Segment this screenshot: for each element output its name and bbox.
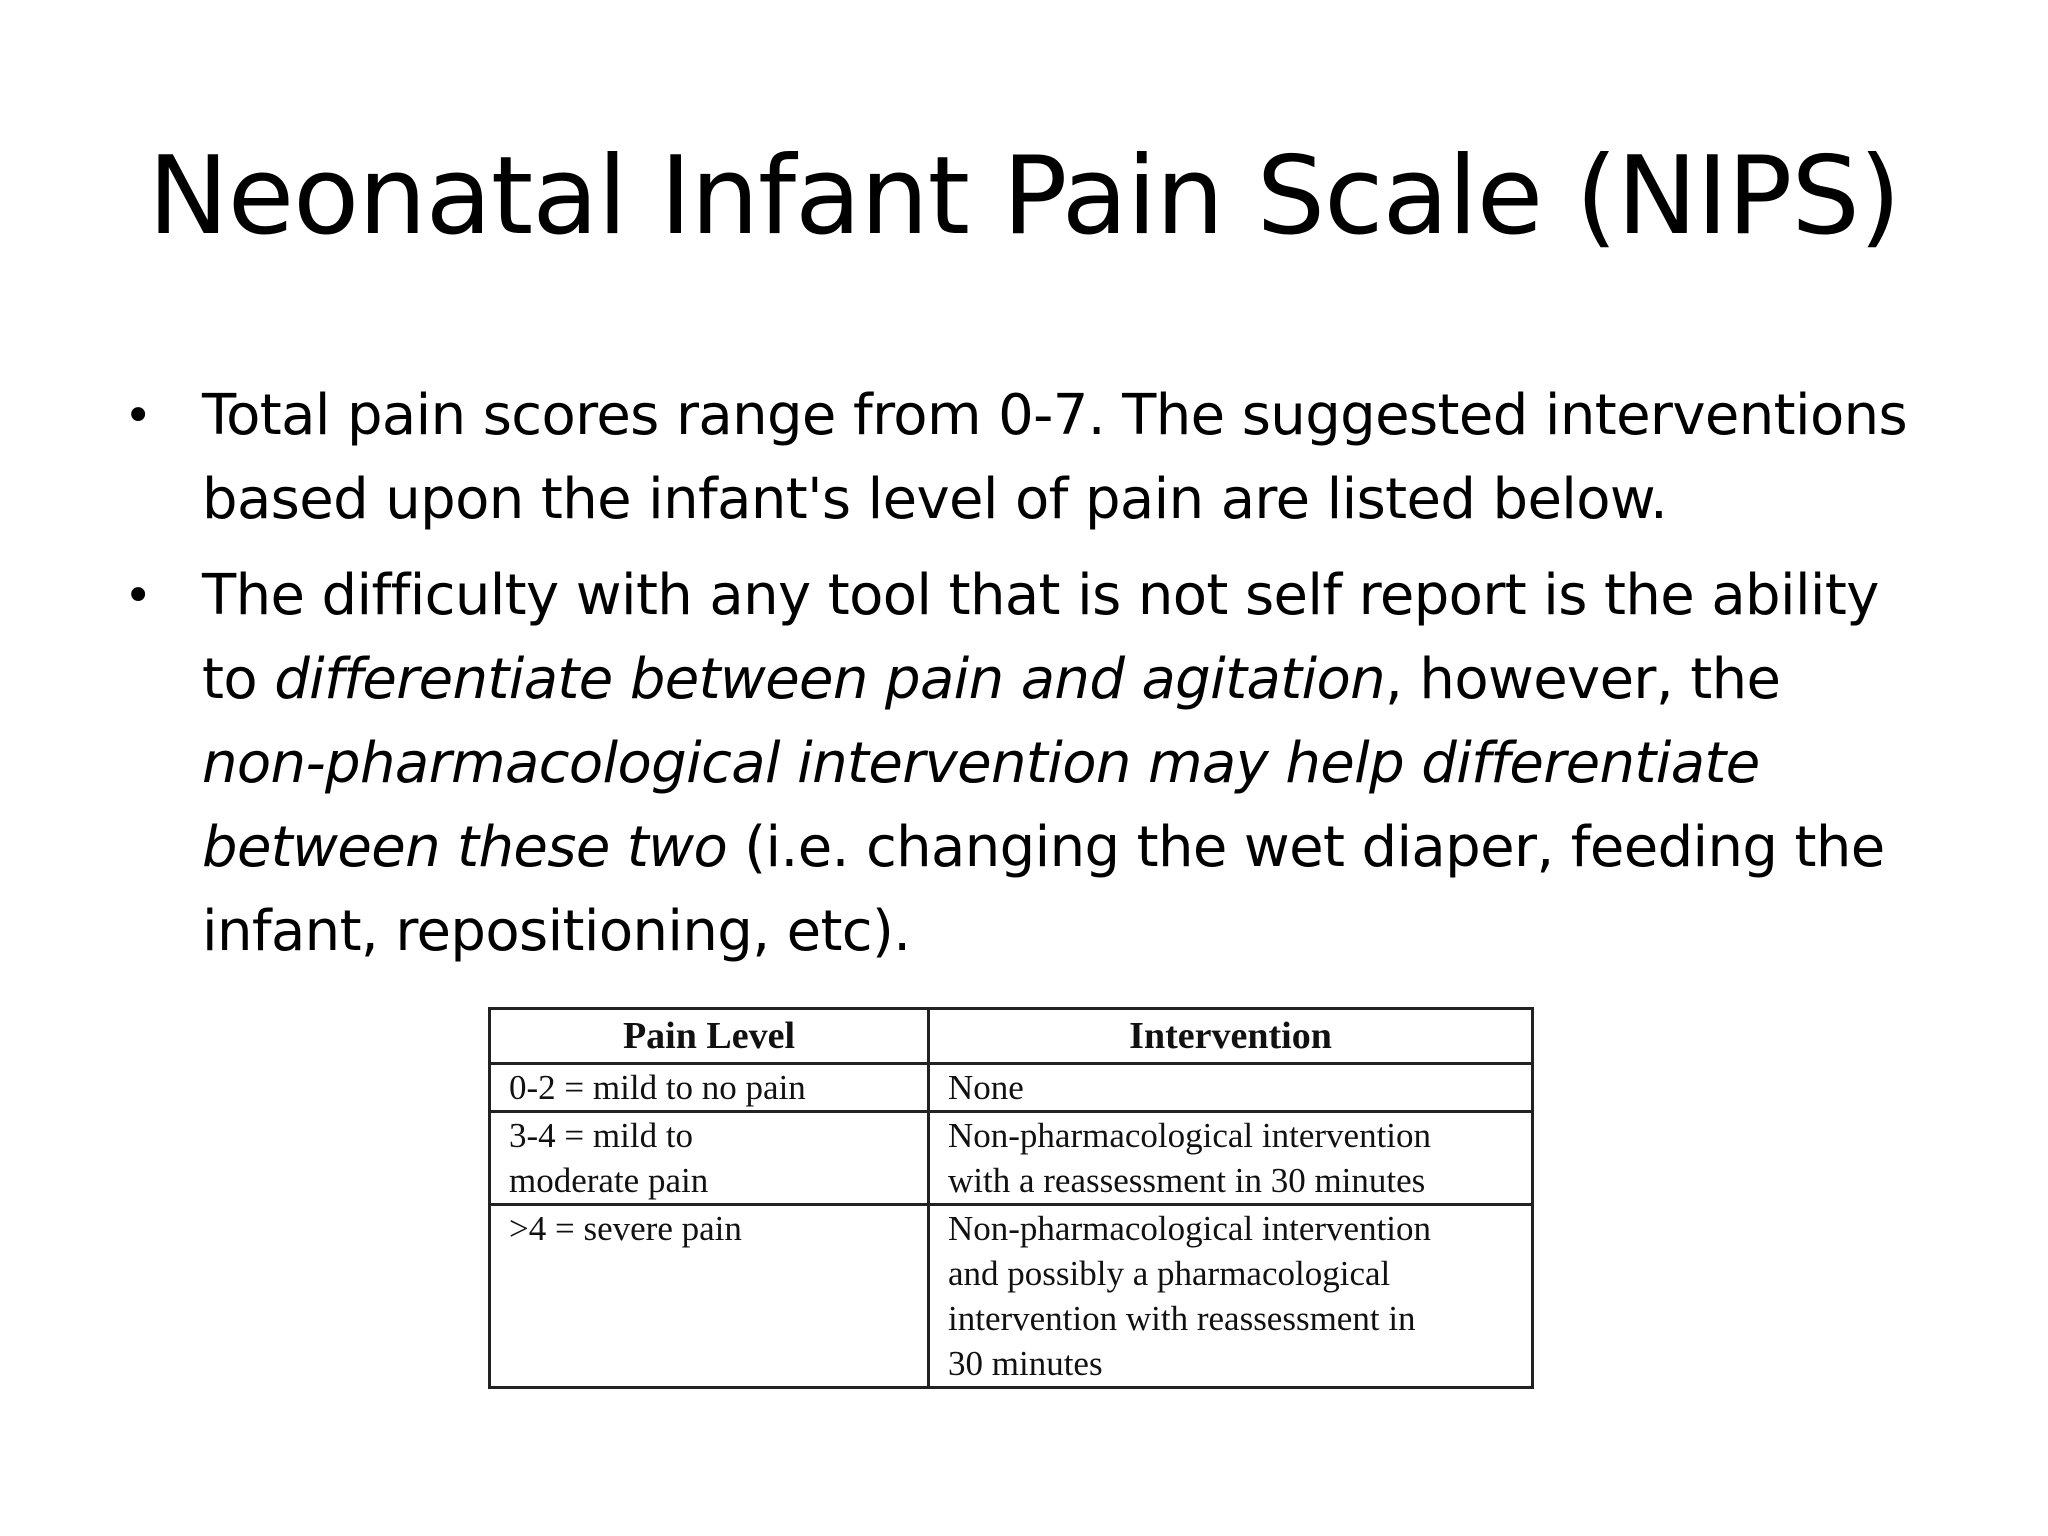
bullet-line: [202, 722, 1978, 806]
pain-level-table: [488, 1007, 1534, 1389]
cell-text: intervention with reassessment in: [948, 1299, 1416, 1338]
emphasis-text: non-pharmacological intervention may help differentiate: [202, 731, 1760, 796]
header-pain-level: Pain Level: [490, 1009, 929, 1064]
table-row: [490, 1064, 1533, 1112]
slide-title: Neonatal Infant Pain Scale (NIPS): [147, 134, 1901, 259]
cell-text: and possibly a pharmacological: [948, 1254, 1391, 1293]
cell-text: Non-pharmacological intervention: [948, 1209, 1432, 1248]
bullet-line: infant, repositioning, etc).: [202, 899, 911, 964]
table-row: [490, 1205, 1533, 1388]
bullet-list: [118, 374, 1978, 986]
table-header-row: [490, 1009, 1533, 1064]
pain-level-cell: [490, 1205, 929, 1388]
bullet-icon: •: [124, 388, 152, 444]
header-intervention: Intervention: [929, 1009, 1533, 1064]
bullet-line: Total pain scores range from 0-7. The suggested interventions: [202, 383, 1908, 448]
bullet-item: [118, 374, 1978, 542]
table-row: [490, 1112, 1533, 1205]
cell-text: with a reassessment in 30 minutes: [948, 1161, 1426, 1200]
cell-text: >4 = severe pain: [509, 1209, 742, 1248]
bullet-line: [202, 806, 1978, 890]
emphasis-text: differentiate between pain and agitation: [274, 647, 1386, 712]
bullet-icon: •: [124, 568, 152, 624]
text-run: , however, the: [1385, 647, 1781, 712]
text-run: (i.e. changing the wet diaper, feeding the: [727, 815, 1885, 880]
bullet-line: based upon the infant's level of pain are listed below.: [202, 467, 1668, 532]
cell-text: Non-pharmacological intervention: [948, 1116, 1432, 1155]
bullet-line: [202, 638, 1978, 722]
cell-text: None: [948, 1068, 1024, 1107]
cell-text: 0-2 = mild to no pain: [509, 1068, 806, 1107]
cell-text: 30 minutes: [948, 1344, 1103, 1383]
intervention-cell: [929, 1112, 1533, 1205]
cell-text: moderate pain: [509, 1161, 709, 1200]
pain-level-cell: [490, 1064, 929, 1112]
intervention-cell: [929, 1064, 1533, 1112]
cell-text: 3-4 = mild to: [509, 1116, 694, 1155]
pain-level-cell: [490, 1112, 929, 1205]
bullet-item: [118, 554, 1978, 974]
emphasis-text: between these two: [202, 815, 728, 880]
bullet-line: The difficulty with any tool that is not self report is the ability: [202, 563, 1879, 628]
intervention-cell: [929, 1205, 1533, 1388]
text-run: to: [202, 647, 275, 712]
